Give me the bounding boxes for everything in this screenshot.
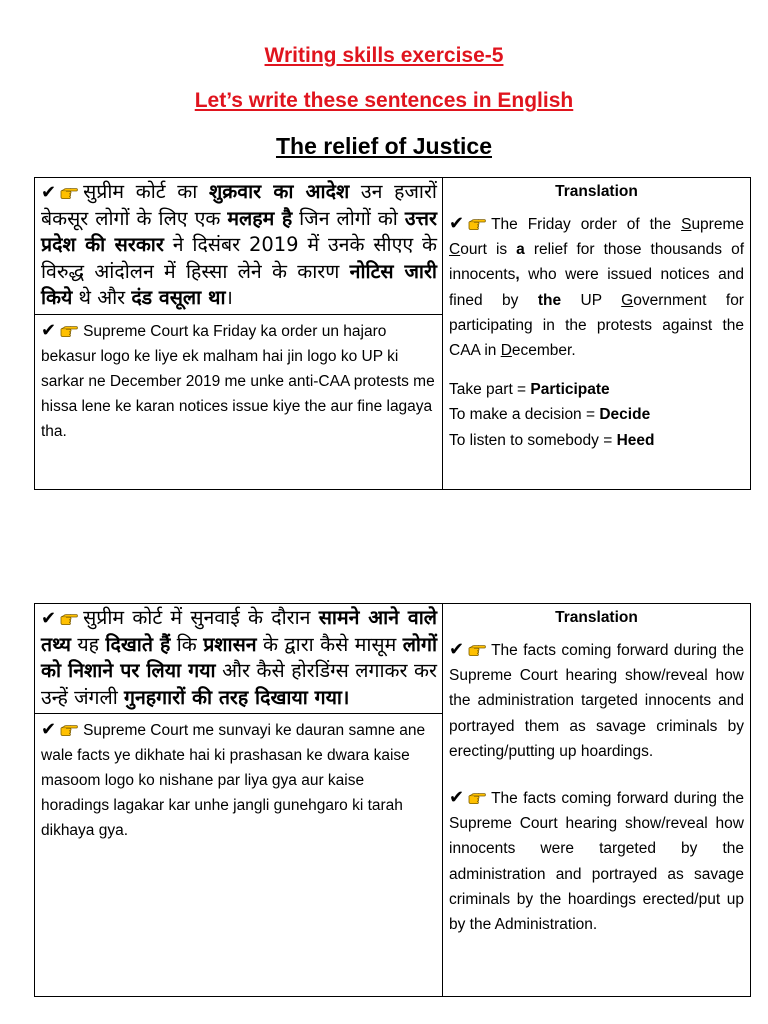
hindi-sentence: ✔ सुप्रीम कोर्ट में सुनवाई के दौरान सामने आने वाले तथ्य यह दिखाते हैं कि प्रशासन के द्वारा कैसे मासूम लोगों को निशाने पर लिया गया और कैसे होरडिंग्स लगाकर कर उन्हें जंगली गुनहगारों की तरह दिखाया गया। [35,604,442,714]
check-icon: ✔ [449,639,465,659]
translation-column [443,178,750,489]
pointing-hand-icon [468,790,485,804]
pointing-hand-icon [60,611,77,625]
english-translation-alt: ✔ The facts coming forward during the Supreme Court hearing show/reveal how innocents were targeted by the administration and portrayed as savage criminals by the hoardings erected/put up by the Administration. [449,787,744,934]
vocab-item: To make a decision = Decide [449,406,651,424]
romanized-sentence [35,315,442,444]
exercise-block-2 [34,603,751,997]
romanized-text: Supreme Court ka Friday ka order un hajaro bekasur logo ke liye ek malham hai jin logo ko UP ki sarkar ne December 2019 me unke anti-CAA protests me hissa lene ke karan notices issue kiye the aur fine lagaya tha. [41,322,435,440]
source-column [35,178,443,489]
translation-heading: Translation [555,609,638,626]
check-icon: ✔ [41,319,57,340]
check-icon: ✔ [449,213,465,233]
translation-column [443,604,750,996]
pointing-hand-icon [468,216,485,230]
source-column [35,604,443,996]
pointing-hand-icon [468,642,485,656]
topic-title: The relief of Justice [275,133,492,159]
hindi-sentence: ✔ सुप्रीम कोर्ट का शुक्रवार का आदेश उन हजारों बेकसूर लोगों के लिए एक मलहम है जिन लोगों को उत्तर प्रदेश की सरकार ने दिसंबर 2019 में उनके सीएए के विरुद्ध आंदोलन में हिस्सा लेने के कारण नोटिस जारी किये थे और दंड वसूला था। [35,178,442,315]
check-icon: ✔ [41,719,57,739]
exercise-block-1 [34,177,751,490]
check-icon: ✔ [41,182,57,203]
pointing-hand-icon [60,185,77,199]
english-translation: ✔ The facts coming forward during the Supreme Court hearing show/reveal how the administration targeted innocents and portrayed them as savage criminals by erecting/putting up hoardings. [449,639,744,760]
exercise-subtitle: Let’s write these sentences in English [194,89,574,112]
romanized-sentence [35,714,442,843]
vocab-item: Take part = Participate [449,381,610,399]
vocabulary-list [449,377,744,453]
check-icon: ✔ [449,787,465,808]
romanized-text: Supreme Court me sunvayi ke dauran samne ane wale facts ye dikhate hai ki prashasan ke dwara kaise masoom logo ko nishane par liya gya aur kaise horadings lagakar kar unhe jangli gunehgaro ki tarah dikhaya gya. [41,722,426,839]
exercise-title: Writing skills exercise-5 [264,44,504,67]
translation-heading: Translation [555,183,638,200]
english-translation: ✔ The Friday order of the Supreme Court is a relief for those thousands of innocents, who were issued notices and fined by the UP Government for participating in the protests against the CAA in December. [449,213,745,360]
vocab-item: To listen to somebody = Heed [449,431,655,449]
pointing-hand-icon [60,722,77,736]
pointing-hand-icon [60,323,77,337]
check-icon: ✔ [41,608,57,629]
